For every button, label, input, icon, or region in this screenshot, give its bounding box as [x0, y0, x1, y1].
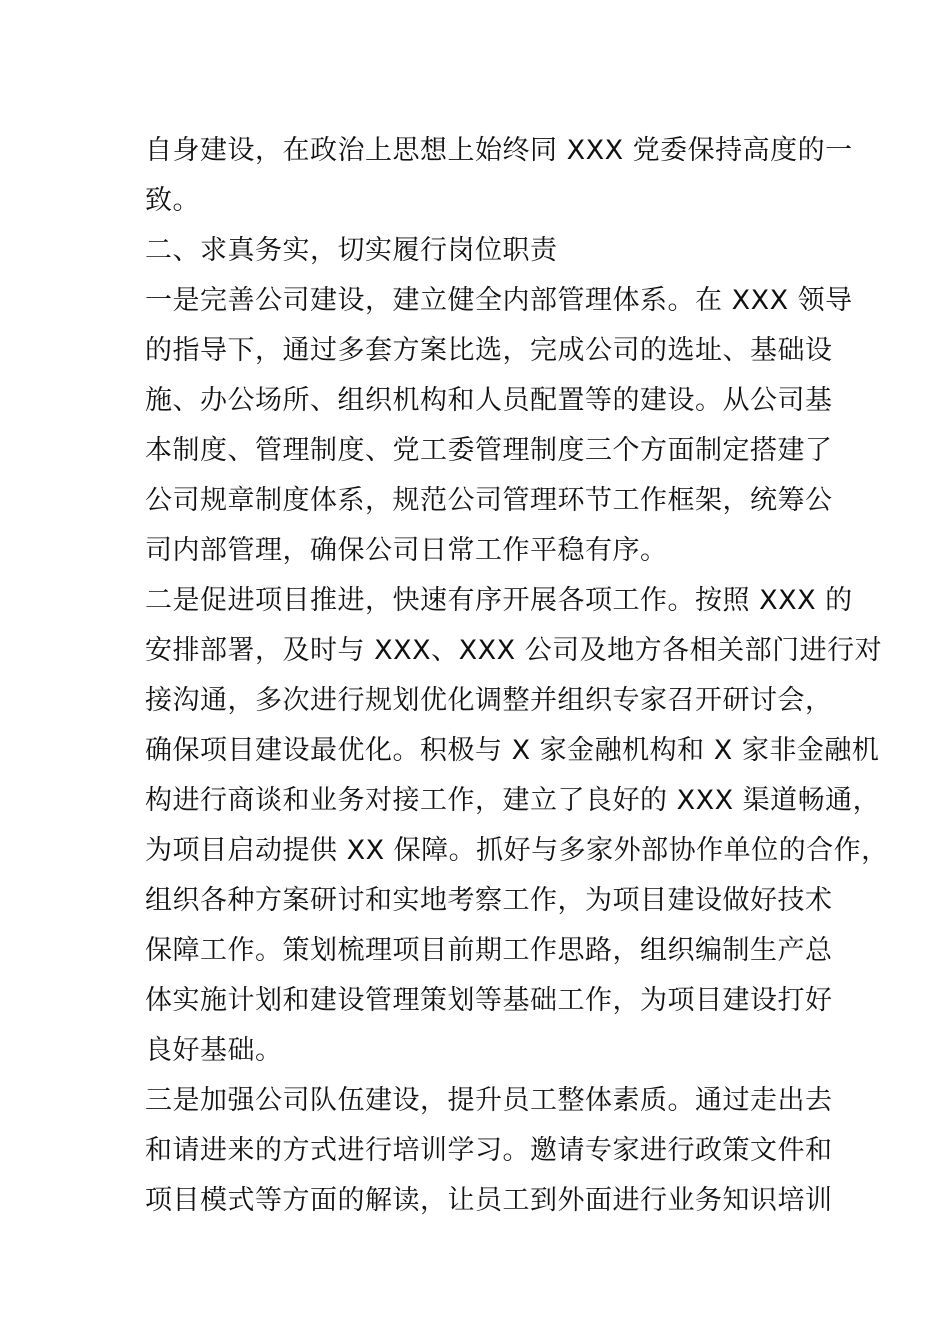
- text-line: 构进行商谈和业务对接工作，建立了良好的 XXX 渠道畅通，: [145, 785, 881, 816]
- text-line: 确保项目建设最优化。积极与 X 家金融机构和 X 家非金融机: [145, 735, 880, 766]
- text-line: 公司规章制度体系，规范公司管理环节工作框架，统筹公: [145, 485, 833, 516]
- text-line: 本制度、管理制度、党工委管理制度三个方面制定搭建了: [145, 435, 833, 466]
- body-text: [145, 126, 889, 1226]
- text-line: 保障工作。策划梳理项目前期工作思路，组织编制生产总: [145, 935, 833, 966]
- text-line: 三是加强公司队伍建设，提升员工整体素质。通过走出去: [145, 1085, 833, 1116]
- text-line: 安排部署，及时与 XXX、XXX 公司及地方各相关部门进行对: [145, 635, 883, 666]
- text-line: 的指导下，通过多套方案比选，完成公司的选址、基础设: [145, 335, 833, 366]
- text-line: 为项目启动提供 XX 保障。抓好与多家外部协作单位的合作，: [145, 835, 889, 866]
- text-line: 施、办公场所、组织机构和人员配置等的建设。从公司基: [145, 385, 833, 416]
- text-line: 二是促进项目推进，快速有序开展各项工作。按照 XXX 的: [145, 585, 853, 616]
- text-line: 项目模式等方面的解读，让员工到外面进行业务知识培训: [145, 1185, 833, 1216]
- text-line: 司内部管理，确保公司日常工作平稳有序。: [145, 535, 668, 566]
- section-heading: 二、求真务实，切实履行岗位职责: [145, 235, 558, 266]
- text-line: 一是完善公司建设，建立健全内部管理体系。在 XXX 领导: [145, 285, 853, 316]
- text-line: 接沟通，多次进行规划优化调整并组织专家召开研讨会，: [145, 685, 833, 716]
- text-line: 自身建设，在政治上思想上始终同 XXX 党委保持高度的一: [145, 135, 853, 166]
- text-line: 体实施计划和建设管理策划等基础工作，为项目建设打好: [145, 985, 833, 1016]
- text-line: 良好基础。: [145, 1035, 283, 1066]
- text-line: 组织各种方案研讨和实地考察工作，为项目建设做好技术: [145, 885, 833, 916]
- text-line: 和请进来的方式进行培训学习。邀请专家进行政策文件和: [145, 1135, 833, 1166]
- text-line: 致。: [145, 185, 200, 216]
